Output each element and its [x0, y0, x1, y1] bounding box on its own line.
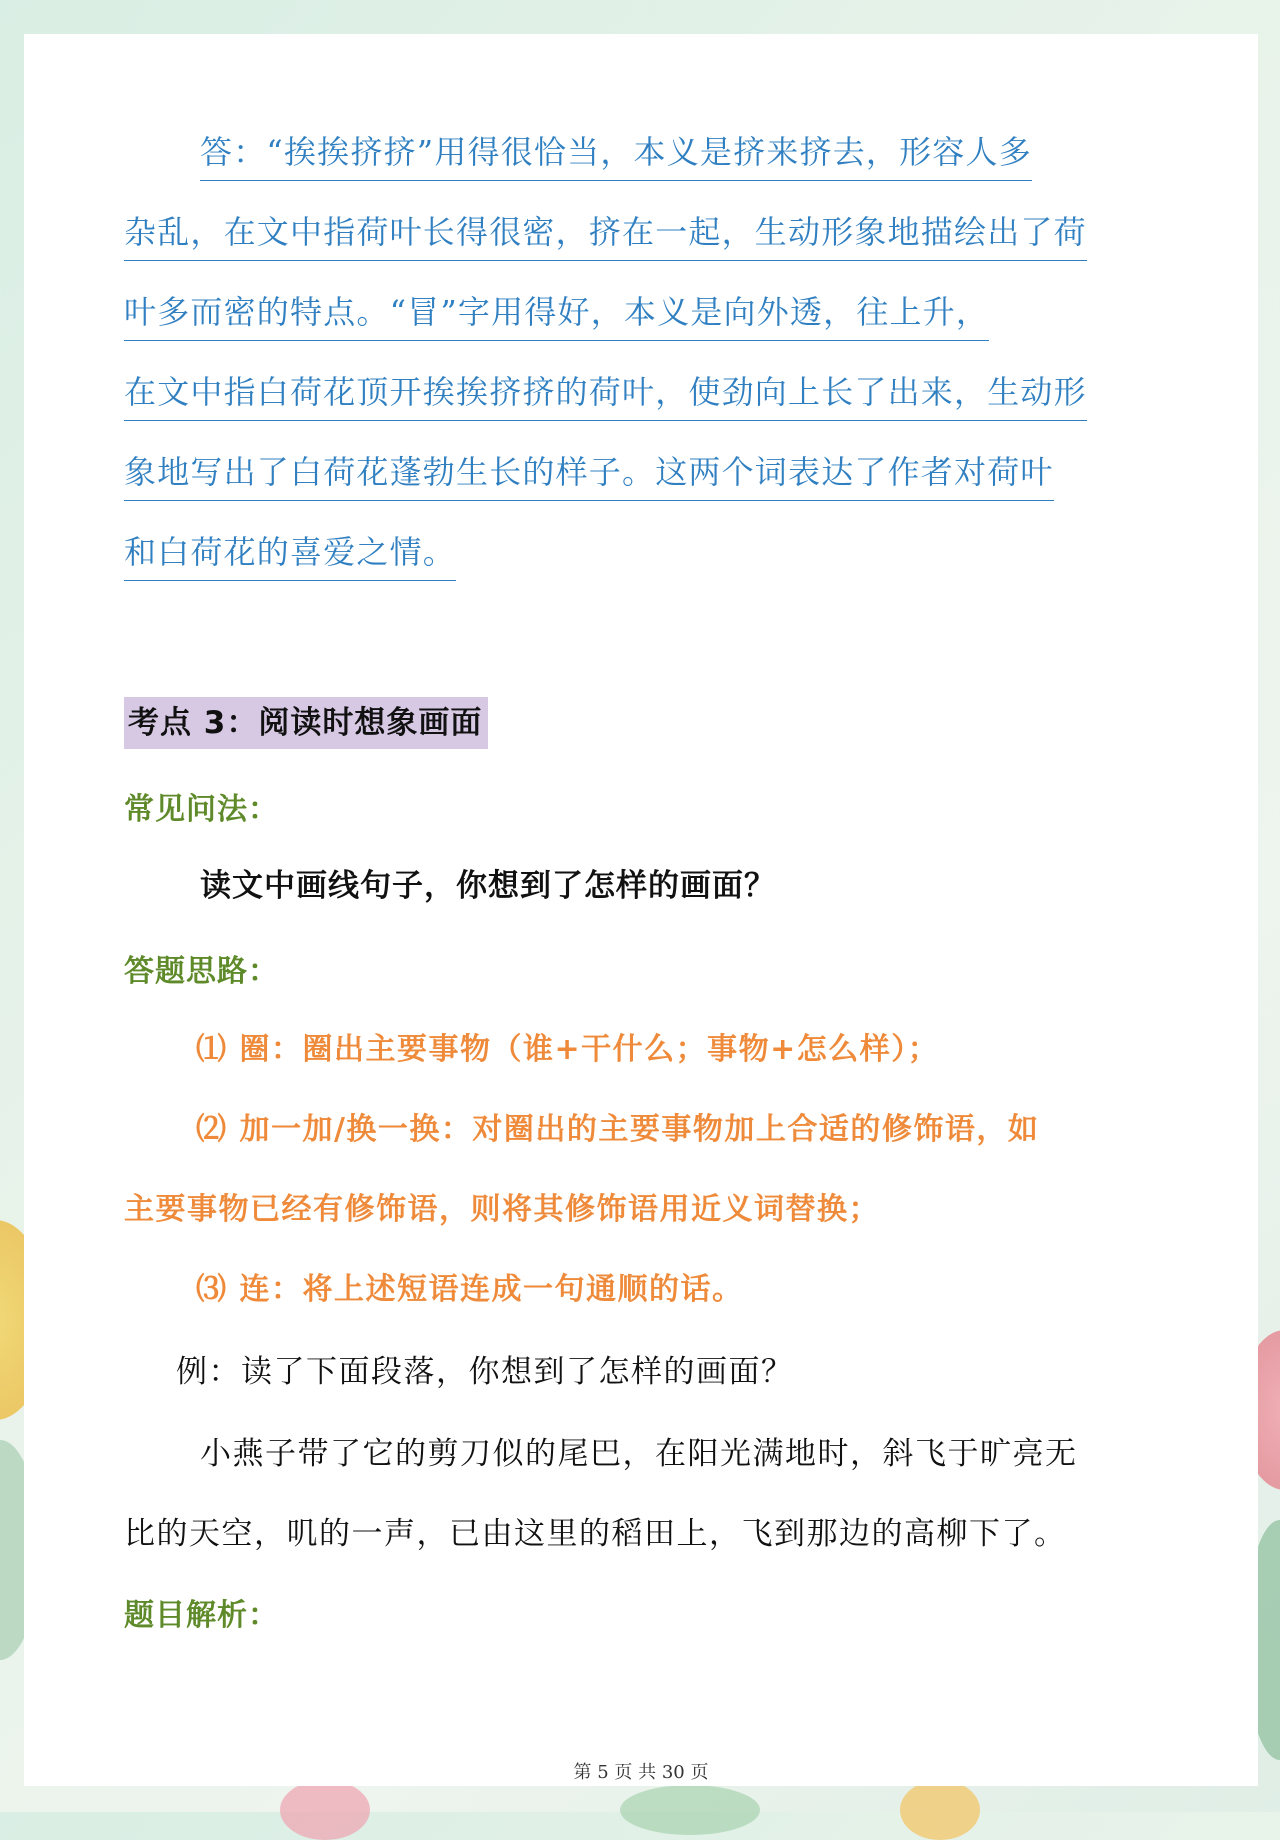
background-flower-decoration [280, 1780, 370, 1840]
example-paragraph-line: 比的天空，叽的一声，已由这里的稻田上，飞到那边的高柳下了。 [124, 1516, 1067, 1552]
step-3: ⑶ 连：将上述短语连成一句通顺的话。 [196, 1272, 744, 1307]
background-leaf-decoration [620, 1785, 760, 1835]
approach-label: 答题思路： [124, 954, 279, 989]
answer-line: 象地写出了白荷花蓬勃生长的样子。这两个词表达了作者对荷叶 [124, 444, 1054, 501]
answer-line: 叶多而密的特点。“冒”字用得好，本义是向外透，往上升， [124, 284, 989, 341]
answer-line: 答：“挨挨挤挤”用得很恰当，本义是挤来挤去，形容人多 [200, 124, 1032, 181]
common-question-label: 常见问法： [124, 792, 279, 827]
common-question-text: 读文中画线句子，你想到了怎样的画面？ [200, 868, 776, 904]
background-flower-decoration [900, 1780, 980, 1840]
example-paragraph-line: 小燕子带了它的剪刀似的尾巴，在阳光满地时，斜飞于旷亮无 [200, 1436, 1078, 1472]
step-2: ⑵ 加一加/换一换：对圈出的主要事物加上合适的修饰语，如 [196, 1112, 1040, 1147]
answer-line: 在文中指白荷花顶开挨挨挤挤的荷叶，使劲向上长了出来，生动形 [124, 364, 1087, 421]
analysis-label: 题目解析： [124, 1598, 279, 1633]
document-page [24, 34, 1258, 1786]
step-1: ⑴ 圈：圈出主要事物（谁+干什么；事物+怎么样）； [196, 1032, 940, 1067]
example-prompt: 例：读了下面段落，你想到了怎样的画面？ [176, 1354, 794, 1390]
step-2-continued: 主要事物已经有修饰语，则将其修饰语用近义词替换； [124, 1192, 880, 1227]
section-heading-kaodian-3: 考点 3：阅读时想象画面 [124, 697, 488, 749]
answer-line: 杂乱，在文中指荷叶长得很密，挤在一起，生动形象地描绘出了荷 [124, 204, 1087, 261]
page-footer: 第 5 页 共 30 页 [573, 1762, 709, 1783]
answer-line: 和白荷花的喜爱之情。 [124, 524, 456, 581]
